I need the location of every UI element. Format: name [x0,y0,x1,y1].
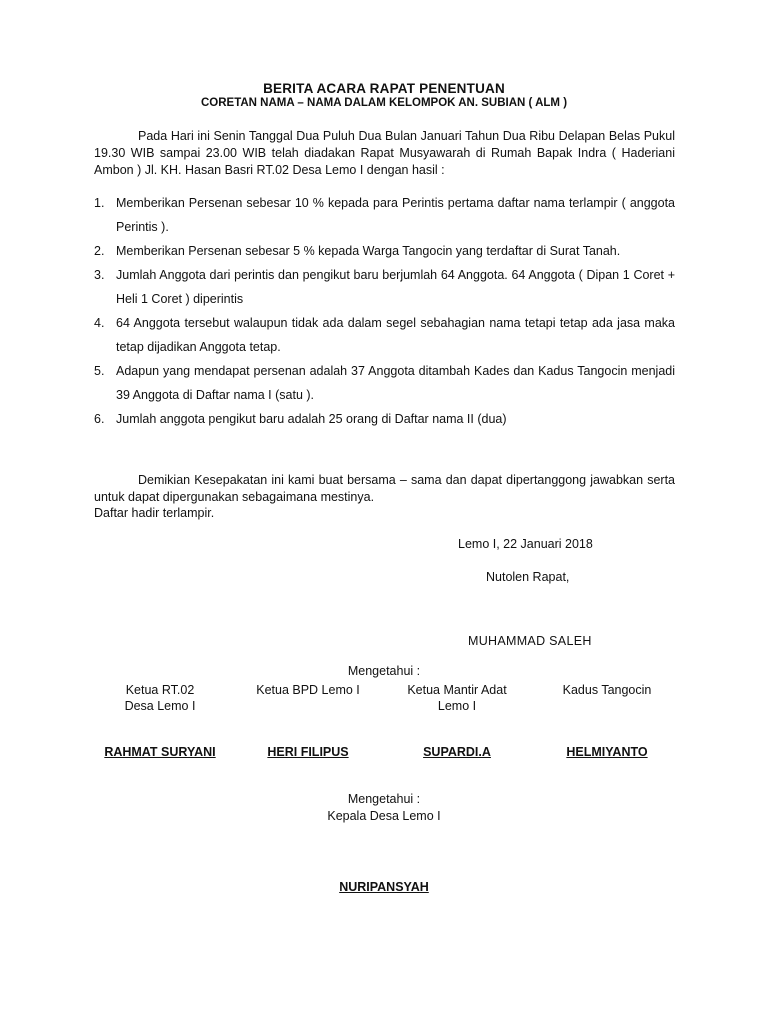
official-name: HELMIYANTO [566,745,648,759]
notulen-name: MUHAMMAD SALEH [468,634,592,648]
notulen-label: Nutolen Rapat, [486,570,570,584]
intro-paragraph: Pada Hari ini Senin Tanggal Dua Puluh Dua Bulan Januari Tahun Dua Ribu Delapan Belas Pukul 19.30 WIB sampai 23.00 WIB telah diadakan Rapat Musyawarah di Rumah Bapak Indra ( Haderiani Ambon ) Jl. KH. Hasan Basri RT.02 Desa Lemo I dengan hasil : [94,129,675,177]
document-title: BERITA ACARA RAPAT PENENTUAN [263,81,505,96]
decision-list [94,191,675,431]
official-position: Ketua RT.02 Desa Lemo I [124,683,196,713]
official-name: HERI FILIPUS [267,745,349,759]
list-item: 5. Adapun yang mendapat persenan adalah 37 Anggota ditambah Kades dan Kadus Tangocin menjadi 39 Anggota di Daftar nama I (satu ). [94,364,675,402]
list-item: 4. 64 Anggota tersebut walaupun tidak ada dalam segel sebahagian nama tetapi tetap ada jasa maka tetap dijadikan Anggota tetap. [94,316,675,354]
official-position: Ketua BPD Lemo I [256,683,360,697]
head-name: NURIPANSYAH [339,880,429,894]
officials-row [0,682,768,782]
official-name: SUPARDI.A [423,745,491,759]
official-name: RAHMAT SURYANI [104,745,216,759]
head-acknowledged-label: Mengetahui : [347,792,421,806]
head-title: Kepala Desa Lemo I [327,809,441,823]
list-item: 6. Jumlah anggota pengikut baru adalah 25 orang di Daftar nama II (dua) [94,412,507,426]
document-subtitle: CORETAN NAMA – NAMA DALAM KELOMPOK AN. SUBIAN ( ALM ) [200,97,568,109]
attachment-note: Daftar hadir terlampir. [94,506,215,520]
list-item: 3. Jumlah Anggota dari perintis dan pengikut baru berjumlah 64 Anggota. 64 Anggota ( Dipan 1 Coret + Heli 1 Coret ) diperintis [94,268,675,306]
list-item: 2. Memberikan Persenan sebesar 5 % kepada Warga Tangocin yang terdaftar di Surat Tanah. [94,244,621,258]
official-position: Ketua Mantir Adat Lemo I [407,683,507,713]
place-date: Lemo I, 22 Januari 2018 [458,537,593,551]
acknowledged-label: Mengetahui : [347,664,421,678]
official-position: Kadus Tangocin [562,683,652,697]
official-kadus [517,682,697,759]
list-item: 1. Memberikan Persenan sebesar 10 % kepada para Perintis pertama daftar nama terlampir ( anggota Perintis ). [94,196,675,234]
closing-paragraph: Demikian Kesepakatan ini kami buat bersama – sama dan dapat dipertanggong jawabkan serta untuk dapat dipergunakan sebagaimana mestinya. [94,473,675,504]
